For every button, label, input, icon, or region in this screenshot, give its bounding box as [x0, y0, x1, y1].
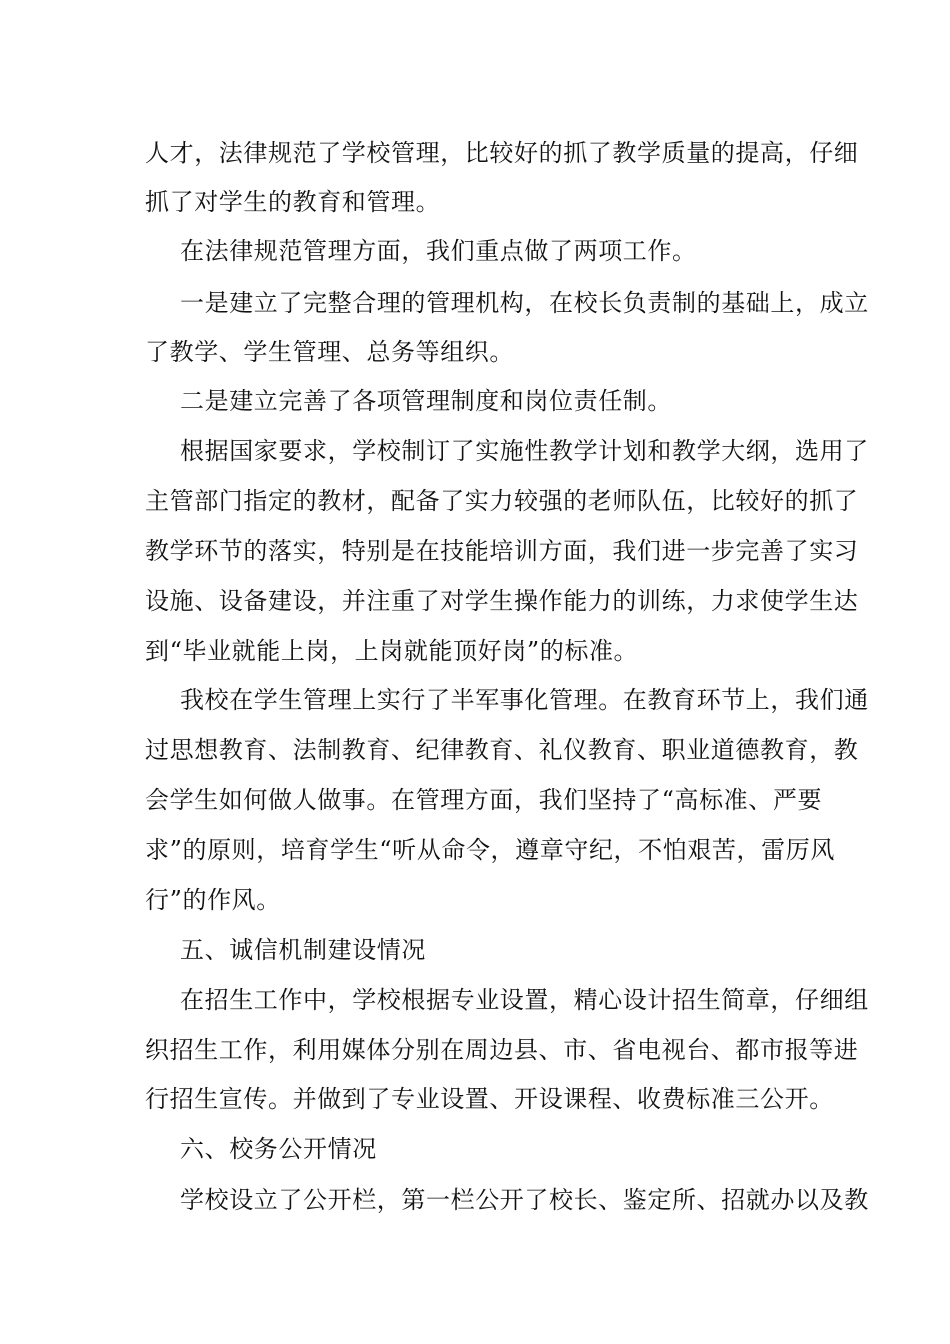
text-line: 织招生工作，利用媒体分别在周边县、市、省电视台、都市报等进	[145, 1036, 859, 1064]
text-line: 求”的原则，培育学生“听从命令，遵章守纪，不怕艰苦，雷厉风	[145, 836, 835, 864]
text-line: 行”的作风。	[145, 886, 281, 914]
text-line: 行招生宣传。并做到了专业设置、开设课程、收费标准三公开。	[145, 1085, 834, 1113]
text-line: 主管部门指定的教材，配备了实力较强的老师队伍，比较好的抓了	[145, 487, 859, 515]
text-line: 在招生工作中，学校根据专业设置，精心设计招生简章，仔细组	[180, 986, 869, 1014]
text-line: 根据国家要求，学校制订了实施性教学计划和教学大纲，选用了	[180, 437, 869, 465]
text-line: 二是建立完善了各项管理制度和岗位责任制。	[180, 387, 672, 415]
text-line: 了教学、学生管理、总务等组织。	[145, 338, 514, 366]
text-line: 一是建立了完整合理的管理机构，在校长负责制的基础上，成立	[180, 289, 869, 317]
section-heading: 六、校务公开情况	[180, 1135, 377, 1163]
text-line: 过思想教育、法制教育、纪律教育、礼仪教育、职业道德教育，教	[145, 736, 859, 764]
section-heading: 五、诚信机制建设情况	[180, 936, 426, 964]
text-line: 抓了对学生的教育和管理。	[145, 188, 441, 216]
text-line: 在法律规范管理方面，我们重点做了两项工作。	[180, 237, 697, 265]
text-line: 会学生如何做人做事。在管理方面，我们坚持了“高标准、严要	[145, 786, 823, 814]
text-line: 我校在学生管理上实行了半军事化管理。在教育环节上，我们通	[180, 686, 869, 714]
text-line: 教学环节的落实，特别是在技能培训方面，我们进一步完善了实习	[145, 537, 859, 565]
text-line: 学校设立了公开栏，第一栏公开了校长、鉴定所、招就办以及教	[180, 1186, 869, 1214]
text-line: 设施、设备建设，并注重了对学生操作能力的训练，力求使学生达	[145, 587, 859, 615]
text-line: 人才，法律规范了学校管理，比较好的抓了教学质量的提高，仔细	[145, 139, 859, 167]
text-line: 到“毕业就能上岗，上岗就能顶好岗”的标准。	[145, 637, 639, 665]
